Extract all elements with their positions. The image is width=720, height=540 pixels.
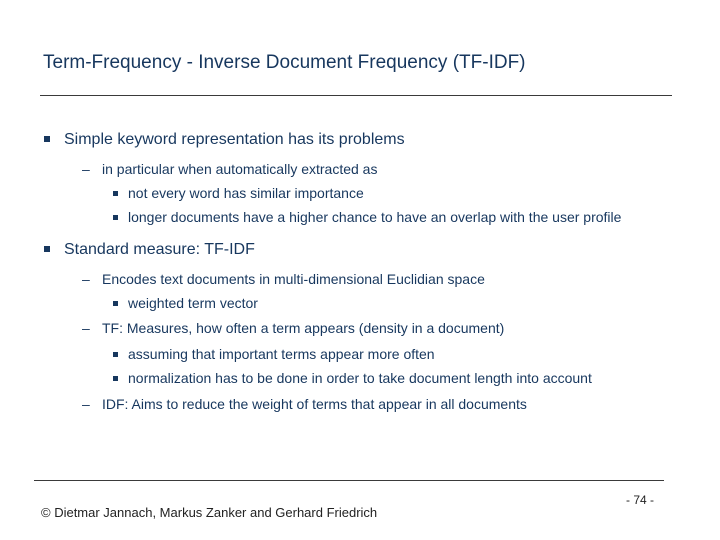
bullet-2-2-2: [113, 370, 592, 386]
square-bullet-icon: [113, 215, 118, 220]
bullet-1-text: Simple keyword representation has its problems: [64, 131, 405, 148]
page-number: - 74 -: [626, 493, 655, 507]
square-bullet-icon: [113, 191, 118, 196]
footer-copyright: © Dietmar Jannach, Markus Zanker and Gerhard Friedrich: [41, 505, 378, 520]
dash-bullet-icon: –: [82, 271, 90, 287]
square-bullet-icon: [113, 352, 118, 357]
bullet-1-1-2: [113, 209, 621, 225]
bullet-2-text: Standard measure: TF-IDF: [64, 241, 255, 258]
dash-bullet-icon: –: [82, 320, 90, 336]
bullet-2-3: [82, 396, 527, 412]
title-divider: [40, 95, 672, 96]
dash-bullet-icon: –: [82, 396, 90, 412]
bullet-2-2-text: TF: Measures, how often a term appears (density in a document): [102, 320, 505, 336]
slide-title: Term-Frequency - Inverse Document Frequency (TF-IDF): [43, 52, 526, 73]
bullet-1-1-1: [113, 185, 364, 201]
bullet-2-2-1-text: assuming that important terms appear more often: [128, 346, 435, 362]
bullet-2-2: [82, 320, 504, 336]
bullet-1-1-1-text: not every word has similar importance: [128, 185, 364, 201]
square-bullet-icon: [44, 136, 50, 142]
bullet-1-1-text: in particular when automatically extracted as: [102, 161, 378, 177]
square-bullet-icon: [113, 376, 118, 381]
bullet-2-1: [82, 271, 485, 287]
bullet-1-1-2-text: longer documents have a higher chance to have an overlap with the user profile: [128, 209, 622, 225]
bullet-1-1: [82, 161, 377, 177]
square-bullet-icon: [113, 301, 118, 306]
bullet-2-1-text: Encodes text documents in multi-dimensional Euclidian space: [102, 271, 485, 287]
square-bullet-icon: [44, 246, 50, 252]
bullet-2-3-text: IDF: Aims to reduce the weight of terms that appear in all documents: [102, 396, 527, 412]
bullet-2: [44, 241, 255, 259]
bullet-2-1-1-text: weighted term vector: [128, 295, 258, 311]
bullet-2-2-2-text: normalization has to be done in order to take document length into account: [128, 370, 592, 386]
bullet-2-1-1: [113, 295, 258, 311]
footer-divider: [34, 480, 664, 481]
bullet-1: [44, 131, 405, 149]
dash-bullet-icon: –: [82, 161, 90, 177]
bullet-2-2-1: [113, 346, 435, 362]
